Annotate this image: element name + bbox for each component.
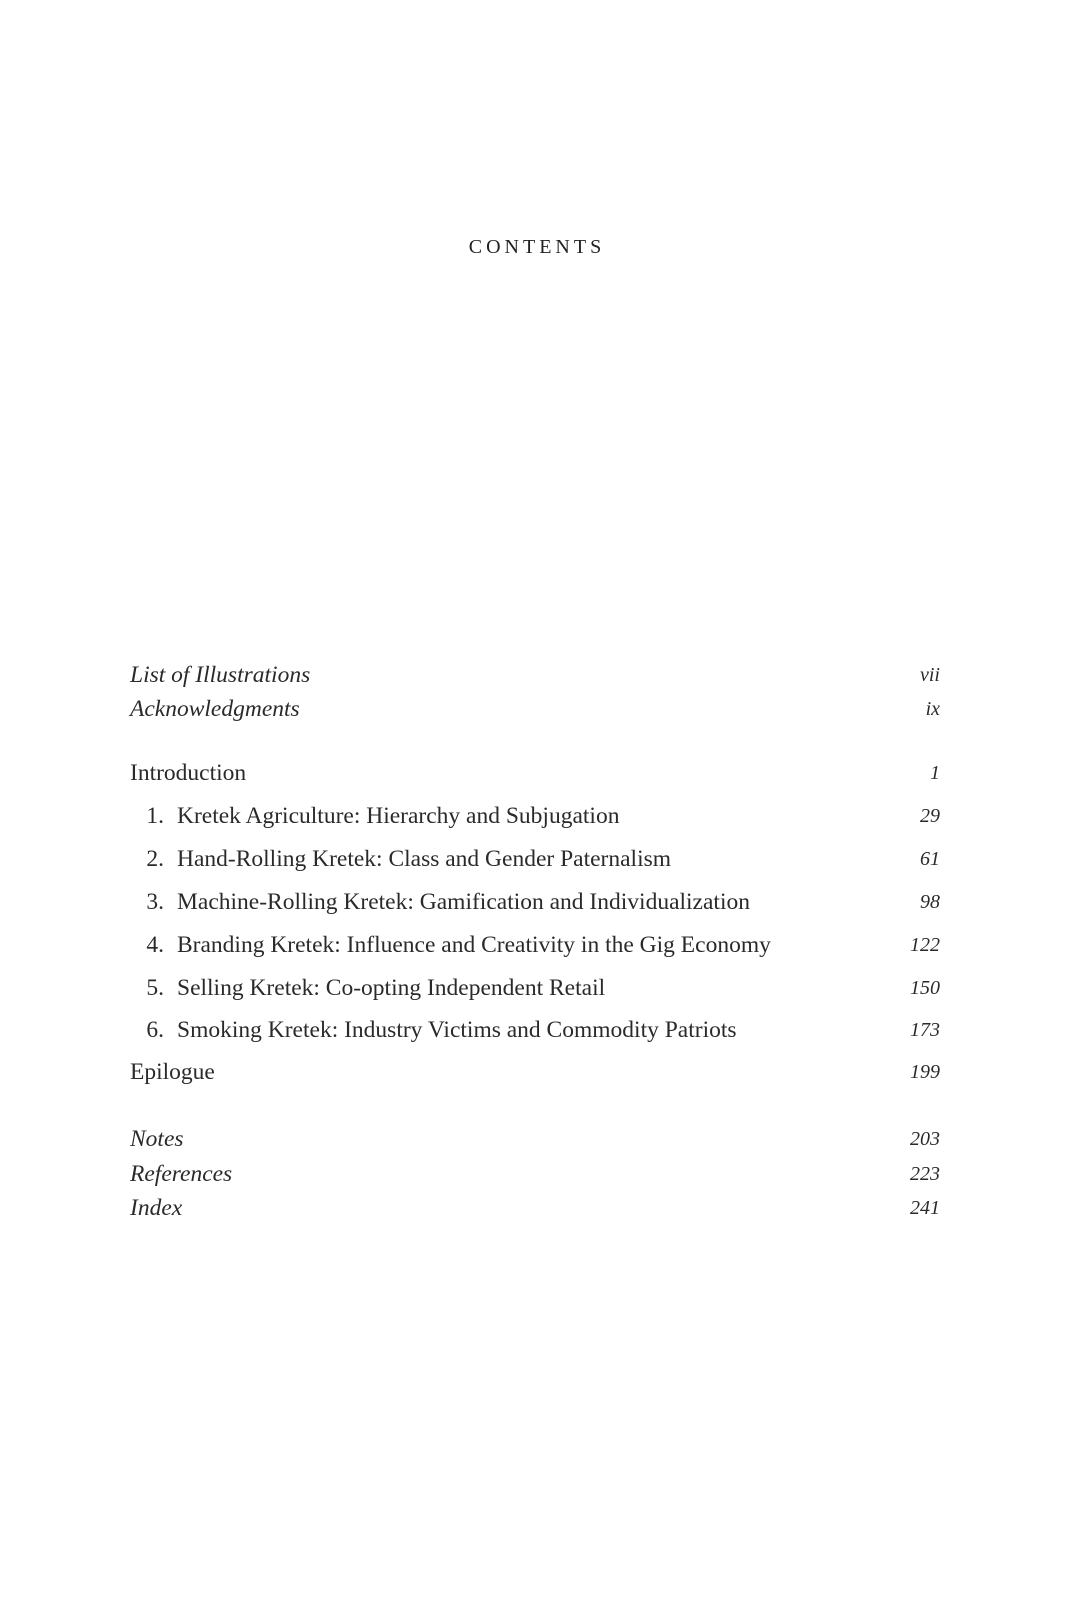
toc-entry-notes[interactable] [130,1122,940,1156]
toc-entry-title: Smoking Kretek: Industry Victims and Commodity Patriots [177,1017,737,1043]
chapter-number: 5. [146,975,164,1001]
toc-entry-page: ix [925,698,940,720]
toc-entry-title: Kretek Agriculture: Hierarchy and Subjugation [177,803,620,829]
toc-entry-page: 98 [920,891,940,913]
toc-entry-chapter-2[interactable] [130,842,940,876]
page-title: CONTENTS [468,236,606,258]
toc-entry-page: 173 [910,1019,940,1041]
toc-entry-title: Epilogue [130,1059,215,1085]
toc-entry-chapter-6[interactable] [130,1013,940,1047]
toc-entry-page: 223 [910,1163,940,1185]
toc-entry-references[interactable] [130,1157,940,1191]
toc-entry-title: Selling Kretek: Co-opting Independent Retail [177,975,606,1001]
chapter-number: 1. [146,803,164,829]
toc-entry-title: Hand-Rolling Kretek: Class and Gender Paternalism [177,846,672,872]
chapter-number: 6. [146,1017,164,1043]
toc-entry-list-of-illustrations[interactable] [130,658,940,692]
toc-entry-epilogue[interactable] [130,1055,940,1089]
toc-entry-chapter-5[interactable] [130,971,940,1005]
toc-entry-page: 241 [910,1197,940,1219]
toc-entry-page: 199 [910,1061,940,1083]
chapter-number: 3. [146,889,164,915]
toc-entry-chapter-4[interactable] [130,928,940,962]
toc-entry-index[interactable] [130,1191,940,1225]
toc-entry-page: 122 [910,934,940,956]
toc-entry-page: 29 [920,805,940,827]
toc-entry-title: Introduction [130,760,247,786]
toc-entry-title: Notes [130,1126,184,1152]
toc-entry-title: Acknowledgments [130,696,300,722]
toc-entry-acknowledgments[interactable] [130,692,940,726]
toc-entry-page: 203 [910,1128,940,1150]
toc-entry-title: References [130,1161,233,1187]
chapter-number: 4. [146,932,164,958]
toc-entry-title: Index [130,1195,183,1221]
toc-entry-page: 150 [910,977,940,999]
toc-entry-page: 1 [930,762,940,784]
toc-entry-title: Branding Kretek: Influence and Creativity in the Gig Economy [177,932,771,958]
toc-entry-chapter-3[interactable] [130,885,940,919]
chapter-number: 2. [146,846,164,872]
toc-entry-page: 61 [920,848,940,870]
toc-entry-title: List of Illustrations [130,662,311,688]
toc-entry-title: Machine-Rolling Kretek: Gamification and Individualization [177,889,750,915]
toc-entry-page: vii [920,664,940,686]
toc-entry-introduction[interactable] [130,756,940,790]
toc-entry-chapter-1[interactable] [130,799,940,833]
